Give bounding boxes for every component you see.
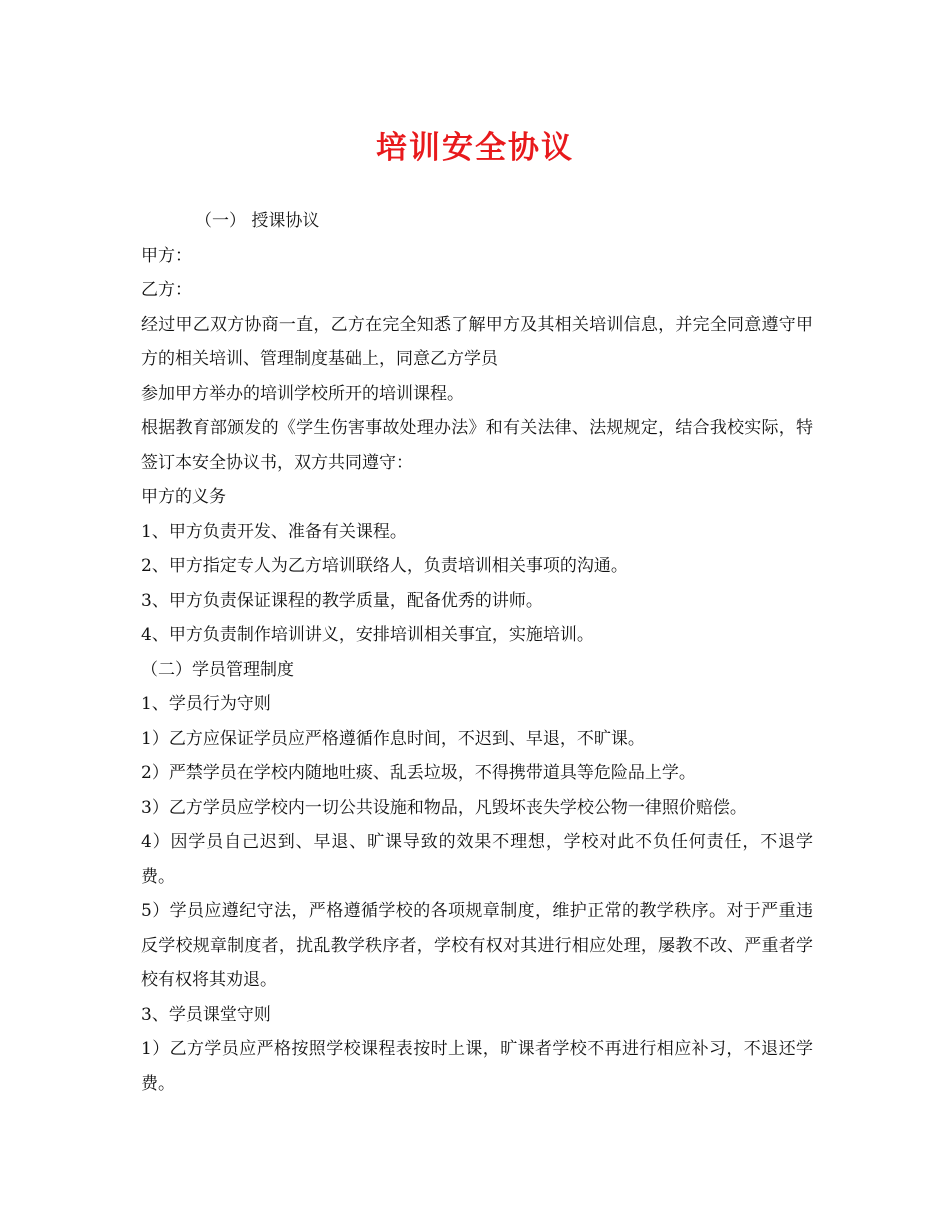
student-conduct-rule-1: 1）乙方应保证学员应严格遵循作息时间，不迟到、早退，不旷课。 <box>141 728 645 749</box>
agreement-intro-cont-prefix: 参 <box>141 383 158 404</box>
party-b-line: 乙方： <box>141 280 192 300</box>
agreement-intro-continuation <box>141 377 813 412</box>
student-conduct-rule-3: 3）乙方学员应学校内一切公共设施和物品，凡毁坏丧失学校公物一律照价赔偿。 <box>141 797 747 818</box>
classroom-rule-1: 1）乙方学员应严格按照学校课程表按时上课，旷课者学校不再进行相应补习，不退还学费。 <box>141 1039 813 1094</box>
classroom-rules-heading: 3、学员课堂守则 <box>141 1004 271 1025</box>
party-a-duties-heading: 甲方的义务 <box>141 487 226 507</box>
document-title: 培训安全协议 <box>376 130 574 166</box>
party-a-line: 甲方： <box>141 245 192 266</box>
party-a-duty-2: 2、甲方指定专人为乙方培训联络人，负责培训相关事项的沟通。 <box>141 556 628 576</box>
student-conduct-rule-4: 4）因学员自己迟到、早退、旷课导致的效果不理想，学校对此不负任何责任，不退学费。 <box>141 832 813 887</box>
section-heading-student-management: （二）学员管理制度 <box>141 659 294 680</box>
party-a-duty-1: 1、甲方负责开发、准备有关课程。 <box>141 521 407 542</box>
legal-basis-paragraph: 根据教育部颁发的《学生伤害事故处理办法》和有关法律、法规规定，结合我校实际，特签订本安全协议书，双方共同遵守： <box>141 418 813 473</box>
agreement-intro-paragraph <box>141 308 813 377</box>
agreement-intro-main <box>141 308 813 377</box>
agreement-intro-text: 经过甲乙双方协商一直，乙方在完全知悉了解甲方及其相关培训信息，并完全同意遵守甲方的相关培训、管理制度基础上，同意乙方学员 <box>141 314 813 369</box>
agreement-intro-cont-text: 加甲方举办的培训学校所开的培训课程。 <box>158 383 464 404</box>
section-heading-teaching: （一） 授课协议 <box>195 211 320 231</box>
student-conduct-rule-2: 2）严禁学员在学校内随地吐痰、乱丢垃圾，不得携带道具等危险品上学。 <box>141 763 696 783</box>
student-conduct-rule-5: 5）学员应遵纪守法，严格遵循学校的各项规章制度，维护正常的教学秩序。对于严重违反学校规章制度者，扰乱教学秩序者，学校有权对其进行相应处理，屡教不改、严重者学校有权将其劝退。 <box>141 901 813 990</box>
student-conduct-heading: 1、学员行为守则 <box>141 694 271 714</box>
document-body <box>141 204 813 1101</box>
party-a-duty-3: 3、甲方负责保证课程的教学质量，配备优秀的讲师。 <box>141 590 543 611</box>
party-a-duty-4: 4、甲方负责制作培训讲义，安排培训相关事宜，实施培训。 <box>141 625 594 645</box>
